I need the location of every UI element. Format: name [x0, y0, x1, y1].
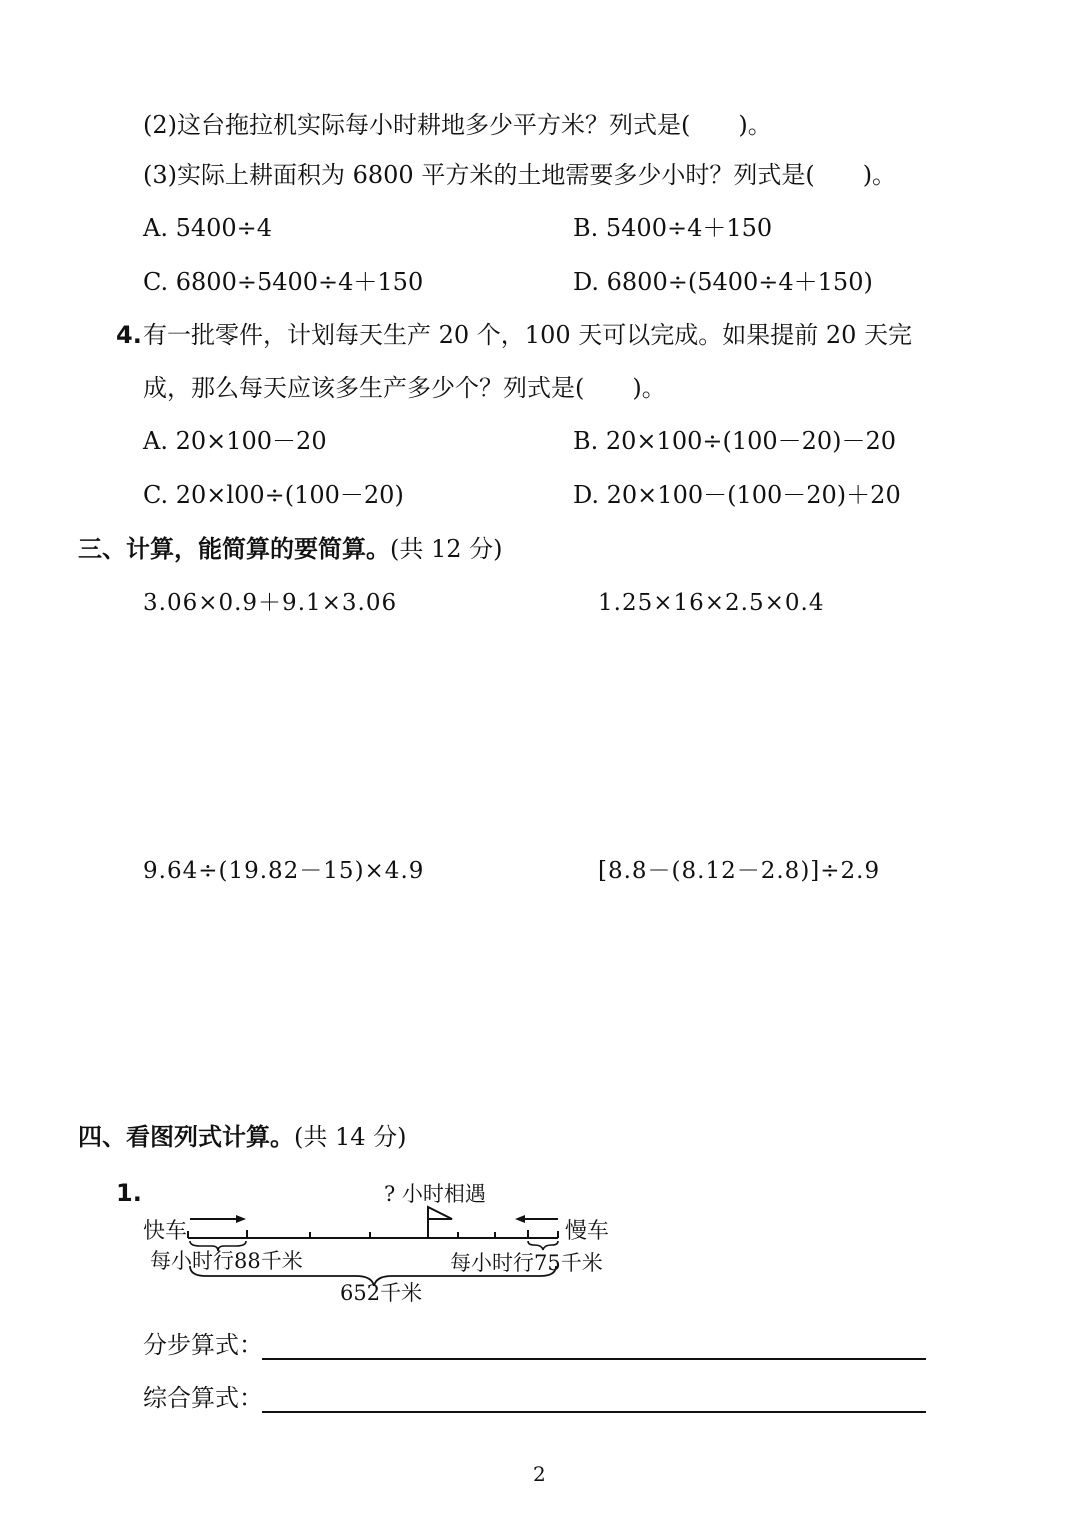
calc-expression-2: 1.25×16×2.5×0.4: [598, 590, 825, 616]
q4-text-line1: 有一批零件，计划每天生产 20 个，100 天可以完成。如果提前 20 天完: [143, 321, 913, 349]
q4-text-line2: 成，那么每天应该多生产多少个？列式是( )。: [143, 374, 666, 402]
fast-car-label: 快车: [143, 1219, 188, 1244]
q4-option-b: B. 20×100÷(100－20)－20: [573, 427, 897, 455]
section3-title: 三、计算，能简算的要简算。: [78, 535, 390, 563]
meet-label: ? 小时相遇: [384, 1182, 486, 1206]
total-distance-label: 652千米: [340, 1281, 423, 1305]
combined-formula-label: 综合算式：: [143, 1384, 263, 1412]
flag-icon: [428, 1207, 452, 1219]
q3-option-d: D. 6800÷(5400÷4＋150): [573, 268, 873, 296]
slow-speed-label: 每小时行75千米: [450, 1251, 603, 1275]
calc-expression-3: 9.64÷(19.82－15)×4.9: [143, 858, 425, 884]
slow-segment-brace: [528, 1241, 558, 1250]
q4-option-c: C. 20×l00÷(100－20): [143, 481, 404, 509]
page-number: 2: [533, 1462, 546, 1486]
arrow-left-icon: [515, 1215, 525, 1223]
section4-points: (共 14 分): [294, 1123, 407, 1151]
step-formula-label: 分步算式：: [143, 1331, 263, 1359]
fast-speed-label: 每小时行88千米: [150, 1249, 303, 1273]
q4-number: 4.: [116, 321, 142, 349]
q3-option-c: C. 6800÷5400÷4＋150: [143, 268, 424, 296]
s4-q1-number: 1.: [116, 1179, 142, 1207]
combined-formula-answer-line[interactable]: [262, 1411, 926, 1413]
q3-sub2-text: (2)这台拖拉机实际每小时耕地多少平方米？列式是( )。: [143, 111, 772, 139]
q3-sub3-text: (3)实际上耕面积为 6800 平方米的土地需要多少小时？列式是( )。: [143, 161, 897, 189]
section4-title: 四、看图列式计算。: [78, 1123, 294, 1151]
q4-option-d: D. 20×100－(100－20)＋20: [573, 481, 901, 509]
calc-expression-1: 3.06×0.9＋9.1×3.06: [143, 590, 398, 616]
calc-expression-4: [8.8－(8.12－2.8)]÷2.9: [598, 858, 881, 884]
q3-option-a: A. 5400÷4: [143, 214, 273, 242]
section3-points: (共 12 分): [390, 535, 503, 563]
slow-car-label: 慢车: [565, 1219, 610, 1244]
step-formula-answer-line[interactable]: [262, 1358, 926, 1360]
q4-option-a: A. 20×100－20: [143, 427, 327, 455]
arrow-right-icon: [236, 1215, 246, 1223]
q3-option-b: B. 5400÷4＋150: [573, 214, 773, 242]
